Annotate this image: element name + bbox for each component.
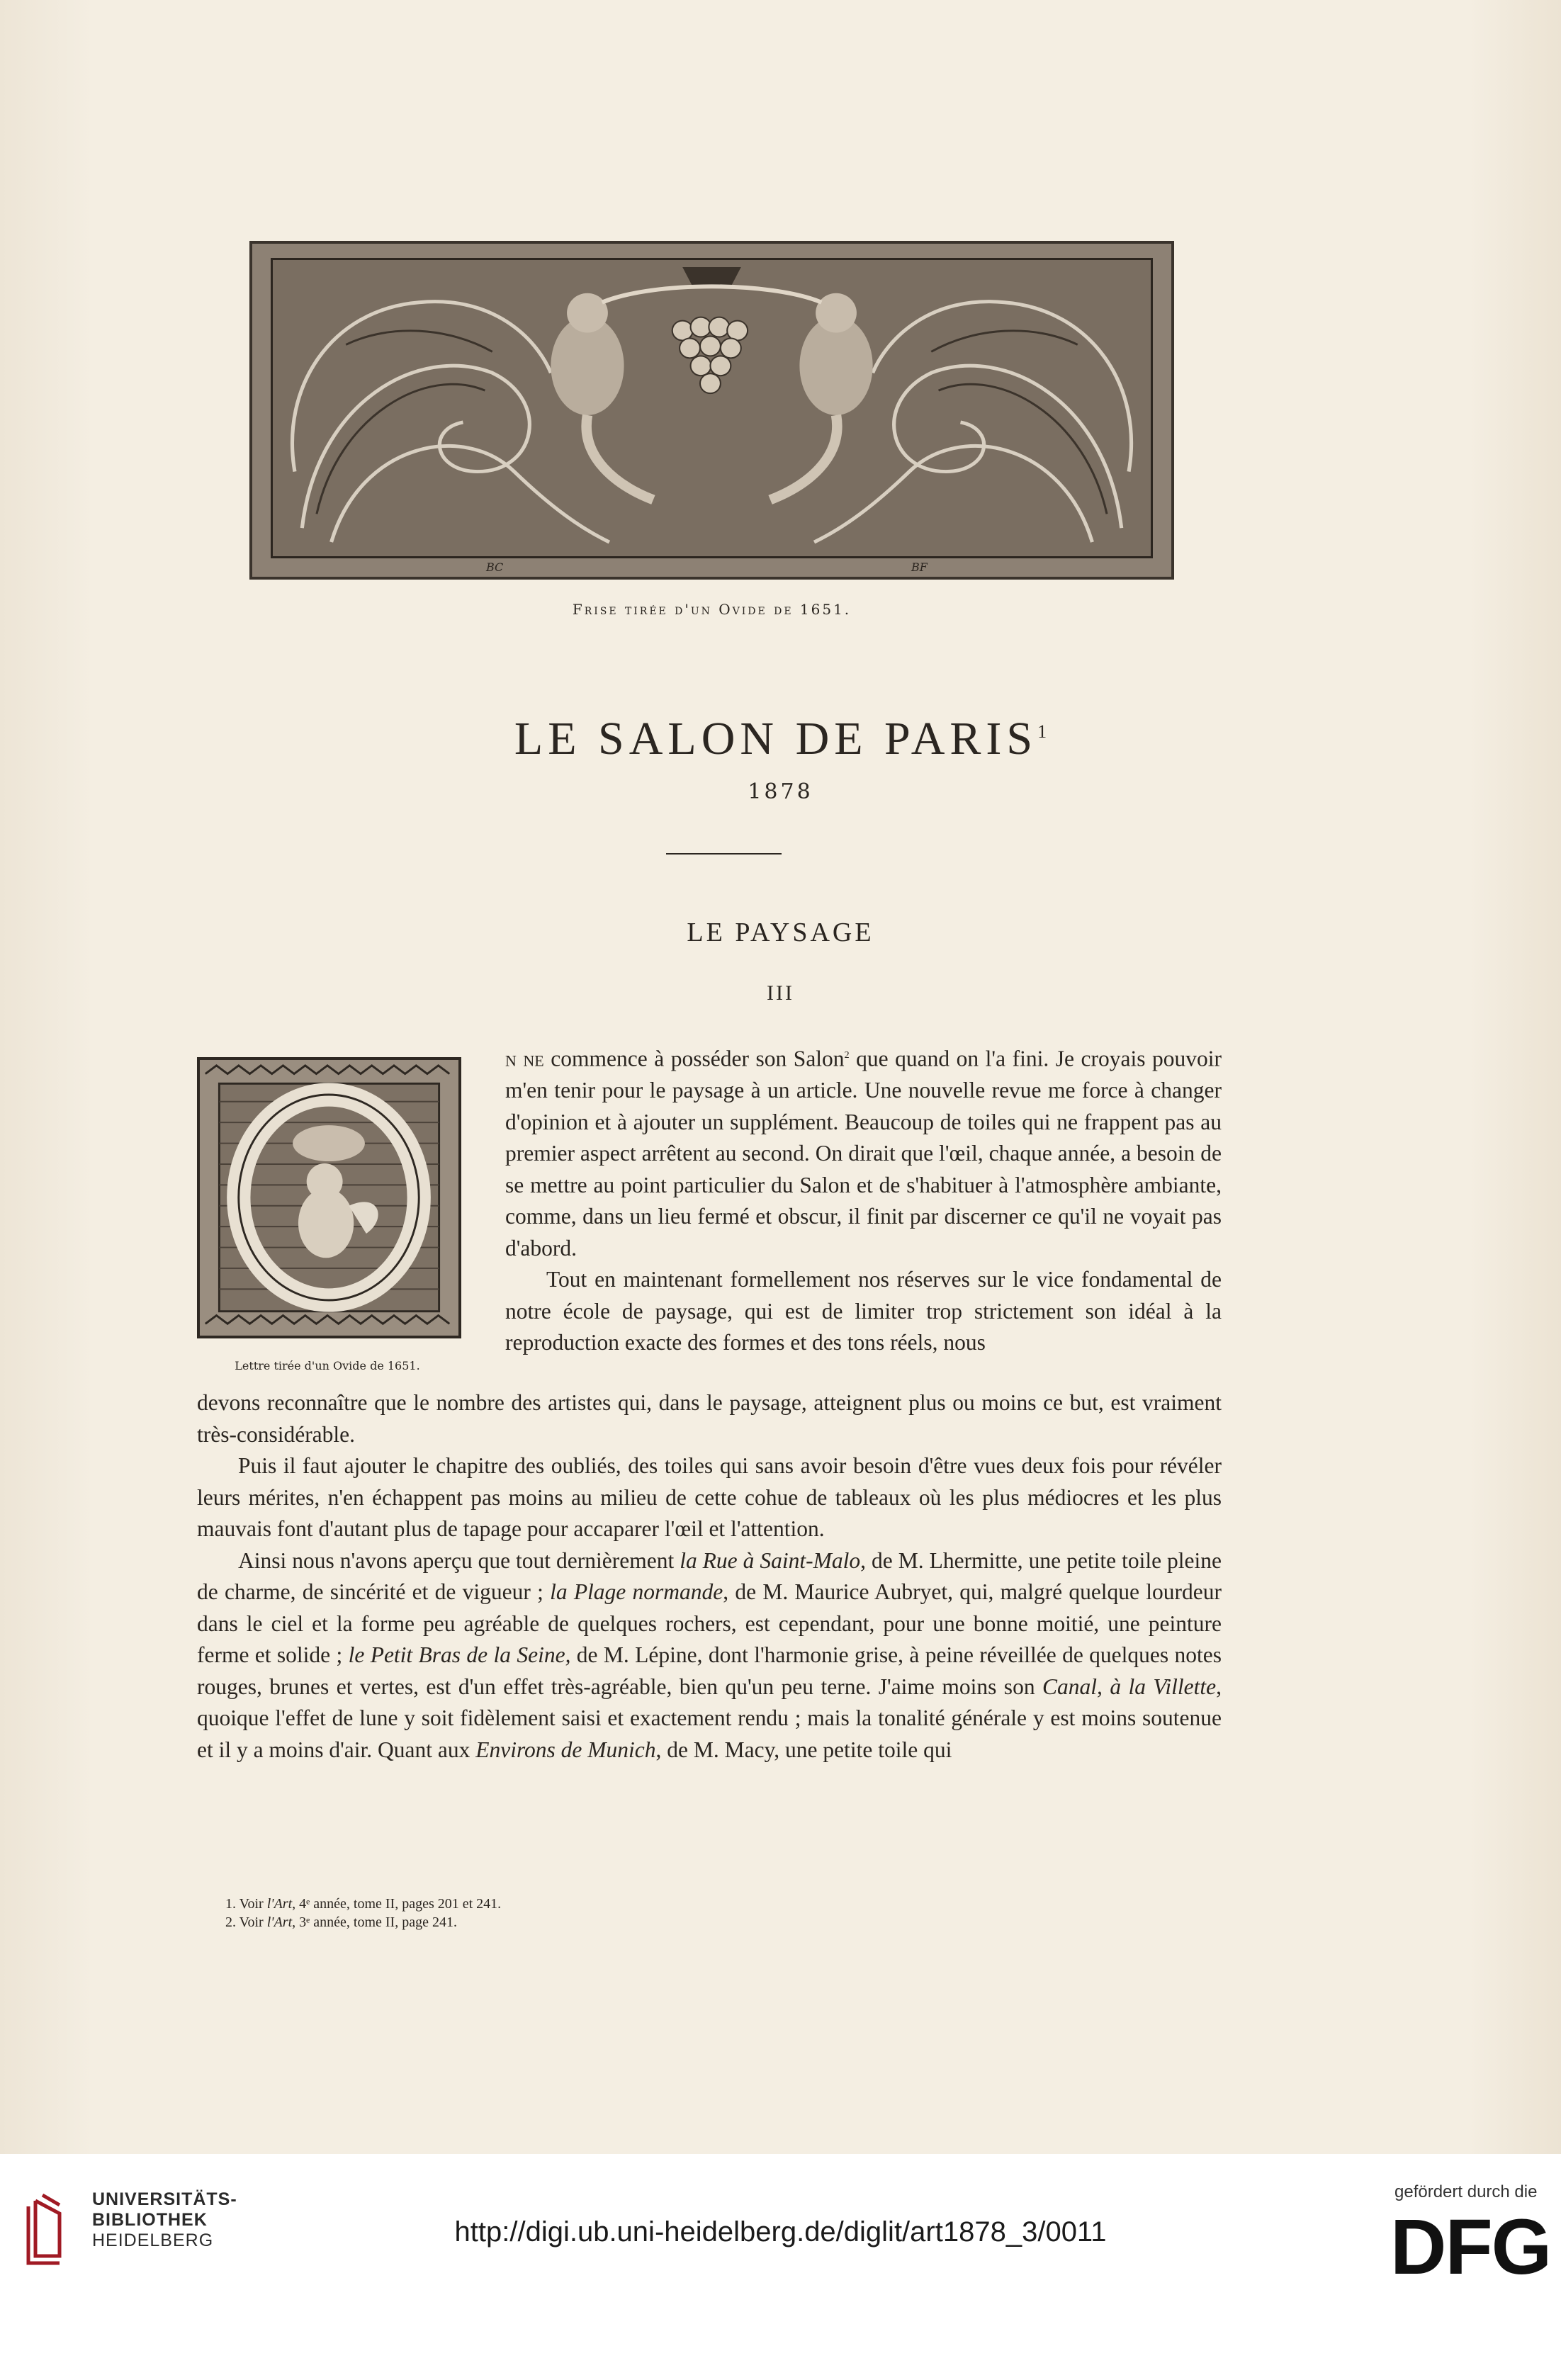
first-word: n ne	[505, 1046, 544, 1071]
paragraph-intro: n ne commence à posséder son Salon$^2$ que quand on l'a fini. Je croyais pouvoir m'en tenir pour le paysage à un article. Une nouvelle revue me force à changer d'opinion et à ajouter un supplément. Beaucoup de toiles qui ne frappent pas au premier aspect arrêtent au second. On dirait que l'œil, chaque année, a besoin de se mettre au point particulier du Salon et de s'habituer à l'atmosphère ambiante, comme, dans un lieu fermé et obscur, il finit par discerner ce qu'il ne voyait pas d'abord. Tout en maintenant formellement nos réserves sur le vice fondamental de notre école de paysage, qui est de limiter trop strictement son idéal à la reproduction exacte des formes et des tons réels, nous	[505, 1040, 1222, 1359]
title-footnote-marker: 1	[1037, 721, 1047, 742]
engraver-signature-right: BF	[911, 560, 928, 574]
footer-bar	[0, 2154, 1561, 2380]
dfg-logo: DFG	[1390, 2204, 1551, 2291]
footnote-2: 2. Voir l'Art, 3ᵉ année, tome II, page 241.	[225, 1914, 457, 1930]
paragraph-forgotten: Puis il faut ajouter le chapitre des oubliés, des toiles qui sans avoir besoin d'être vues deux fois pour révéler leurs mérites, n'en échappent pas moins au milieu de cette cohue de tableaux où les plus médiocres et les plus mauvais font d'autant plus de tapage pour accaparer l'œil et l'attention.	[197, 1453, 1222, 1541]
work-title: Environs de Munich	[475, 1737, 656, 1762]
section-heading: LE PAYSAGE	[687, 918, 874, 947]
paragraph-examples: Ainsi nous n'avons aperçu que tout dernièrement la Rue à Saint-Malo, de M. Lhermitte, une petite toile pleine de charme, de sincérité et de vigueur ; la Plage normande, de M. Maurice Aubryet, qui, malgré quelque lourdeur dans le ciel et la forme peu agréable de quelques rochers, est cependant, pour une bonne moitié, une peinture ferme et solide ; le Petit Bras de la Seine, de M. Lépine, dont l'harmonie grise, à peine réveillée de quelques notes rouges, brunes et vertes, est d'un effet très-agréable, bien qu'un peu terne. J'aime moins son Canal, à la Villette, quoique l'effet de lune y soit fidèlement saisi et exactement rendu ; mais la tonalité générale y est moins soutenue et il y a moins d'air. Quant aux Environs de Munich, de M. Macy, une petite toile qui	[197, 1547, 1222, 1762]
engraver-signature-left: BC	[486, 560, 504, 574]
article-year: 1878	[748, 779, 813, 804]
funder-label: gefördert durch die	[1394, 2182, 1538, 2201]
frieze-caption: Frise tirée d'un Ovide de 1651.	[572, 601, 852, 618]
title-divider	[666, 853, 782, 855]
work-title: Canal, à la Villette	[1042, 1674, 1217, 1699]
paragraph-reserves-end: devons reconnaître que le nombre des artistes qui, dans le paysage, atteignent plus ou moins ce but, est vraiment très-considérable.	[197, 1390, 1222, 1447]
footnotes	[225, 1895, 501, 1931]
frieze-ornament-image	[273, 260, 1151, 556]
main-text	[197, 1387, 1222, 1766]
work-title: la Plage normande	[550, 1579, 723, 1604]
work-title: le Petit Bras de la Seine,	[348, 1642, 571, 1667]
work-title: la Rue à Saint-Malo	[680, 1547, 861, 1573]
university-library-name: UNIVERSITÄTS- BIBLIOTHEK HEIDELBERG	[92, 2189, 237, 2250]
footnote-marker-2: 2	[844, 1050, 850, 1061]
subsection-heading: III	[767, 981, 794, 1005]
permalink-url[interactable]: http://digi.ub.uni-heidelberg.de/diglit/art1878_3/0011	[454, 2216, 1107, 2248]
frieze-engraving	[249, 241, 1174, 580]
footnote-1: 1. Voir l'Art, 4ᵉ année, tome II, pages 201 et 241.	[225, 1896, 502, 1912]
paragraph-reserves-start: Tout en maintenant formellement nos réserves sur le vice fondamental de notre école de paysage, qui est de limiter trop strictement son idéal à la reproduction exacte des formes et des tons réels, nous	[505, 1267, 1222, 1355]
initial-caption: Lettre tirée d'un Ovide de 1651.	[235, 1359, 420, 1372]
initial-cherub-image	[200, 1060, 458, 1336]
decorated-initial-o	[197, 1057, 461, 1338]
article-title: LE SALON DE PARIS$^1$	[514, 713, 1047, 765]
